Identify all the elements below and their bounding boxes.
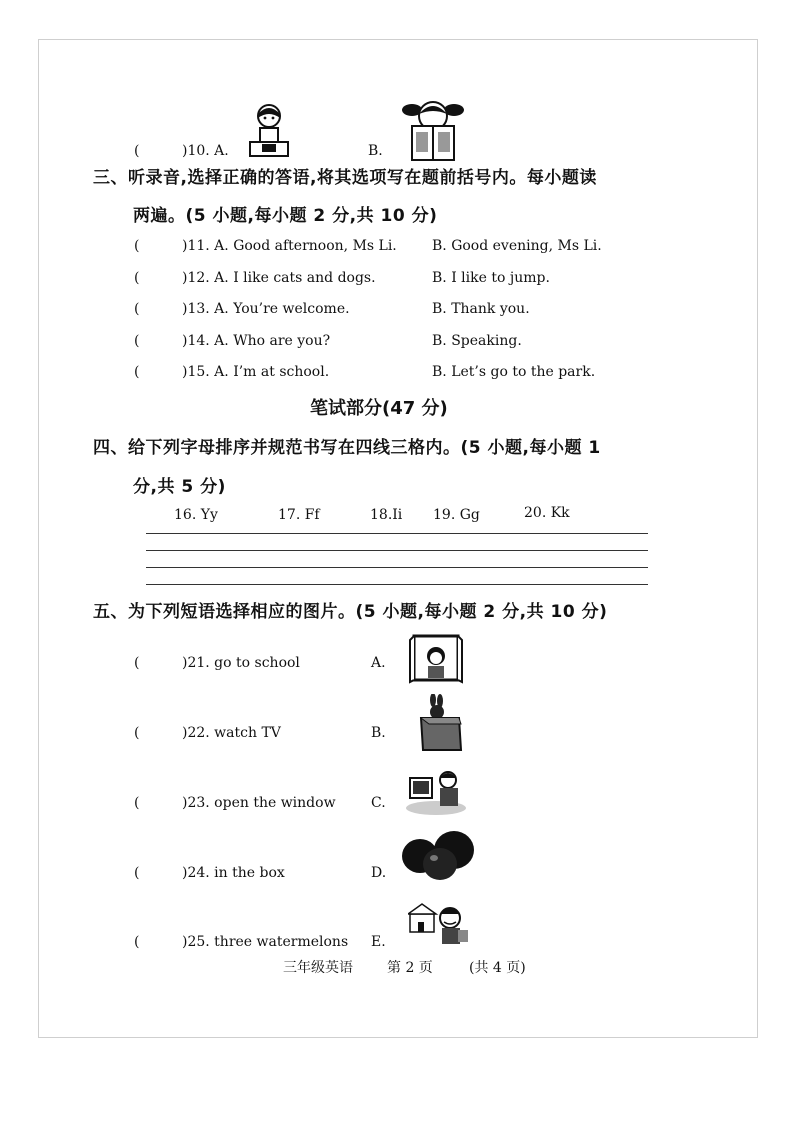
answer-paren: (	[134, 238, 140, 254]
girl-reading-book-picture	[398, 98, 468, 162]
footer-page-number: 第 2 页	[387, 960, 433, 976]
q13-text: )13. A. You’re welcome.	[182, 301, 350, 317]
section-3-subtitle: 两遍。(5 小题,每小题 2 分,共 10 分)	[133, 206, 438, 226]
q10-option-b-label: B.	[368, 143, 383, 159]
writing-line-3	[146, 567, 648, 568]
q12-option-b: B. I like to jump.	[432, 270, 550, 286]
letter-item-16: 16. Yy	[174, 507, 218, 523]
section-4-title: 四、给下列字母排序并规范书写在四线三格内。(5 小题,每小题 1	[93, 438, 601, 458]
letter-item-19: 19. Gg	[433, 507, 480, 523]
section-4-subtitle: 分,共 5 分)	[133, 477, 226, 497]
section-5-title: 五、为下列短语选择相应的图片。(5 小题,每小题 2 分,共 10 分)	[93, 602, 608, 622]
q25-text: )25. three watermelons	[182, 934, 349, 950]
answer-paren: (	[134, 270, 140, 286]
written-part-heading: 笔试部分(47 分)	[310, 398, 448, 419]
q15-text: )15. A. I’m at school.	[182, 364, 330, 380]
letter-item-18: 18.Ii	[370, 507, 403, 523]
girl-at-desk-picture	[248, 102, 290, 160]
option-d-label: D.	[371, 865, 387, 881]
answer-paren: (	[134, 934, 140, 950]
footer-subject: 三年级英语	[283, 960, 353, 976]
q13-option-b: B. Thank you.	[432, 301, 530, 317]
letter-item-17: 17. Ff	[278, 507, 320, 523]
option-b-label: B.	[371, 725, 386, 741]
option-e-label: E.	[371, 934, 386, 950]
option-a-label: A.	[371, 655, 386, 671]
letter-item-20: 20. Kk	[524, 505, 570, 521]
writing-line-2	[146, 550, 648, 551]
q24-text: )24. in the box	[182, 865, 285, 881]
footer-total-pages: (共 4 页)	[469, 960, 526, 976]
exam-page	[38, 39, 758, 1038]
rabbit-in-box-picture	[415, 694, 465, 752]
q21-text: )21. go to school	[182, 655, 300, 671]
answer-paren: (	[134, 143, 140, 159]
section-3-title: 三、听录音,选择正确的答语,将其选项写在题前括号内。每小题读	[93, 168, 597, 188]
answer-paren: (	[134, 655, 140, 671]
q12-text: )12. A. I like cats and dogs.	[182, 270, 376, 286]
boy-watching-tv-picture	[404, 764, 468, 816]
girl-at-window-picture	[408, 632, 464, 684]
q11-option-b: B. Good evening, Ms Li.	[432, 238, 602, 254]
answer-paren: (	[134, 301, 140, 317]
q14-option-b: B. Speaking.	[432, 333, 522, 349]
q10-label: )10. A.	[182, 143, 229, 159]
q15-option-b: B. Let’s go to the park.	[432, 364, 596, 380]
answer-paren: (	[134, 333, 140, 349]
writing-line-4	[146, 584, 648, 585]
q11-text: )11. A. Good afternoon, Ms Li.	[182, 238, 397, 254]
answer-paren: (	[134, 725, 140, 741]
q23-text: )23. open the window	[182, 795, 336, 811]
q14-text: )14. A. Who are you?	[182, 333, 331, 349]
writing-line-1	[146, 533, 648, 534]
answer-paren: (	[134, 795, 140, 811]
answer-paren: (	[134, 865, 140, 881]
watermelons-picture	[400, 828, 476, 882]
answer-paren: (	[134, 364, 140, 380]
option-c-label: C.	[371, 795, 386, 811]
boy-going-to-school-picture	[408, 900, 470, 950]
q22-text: )22. watch TV	[182, 725, 281, 741]
